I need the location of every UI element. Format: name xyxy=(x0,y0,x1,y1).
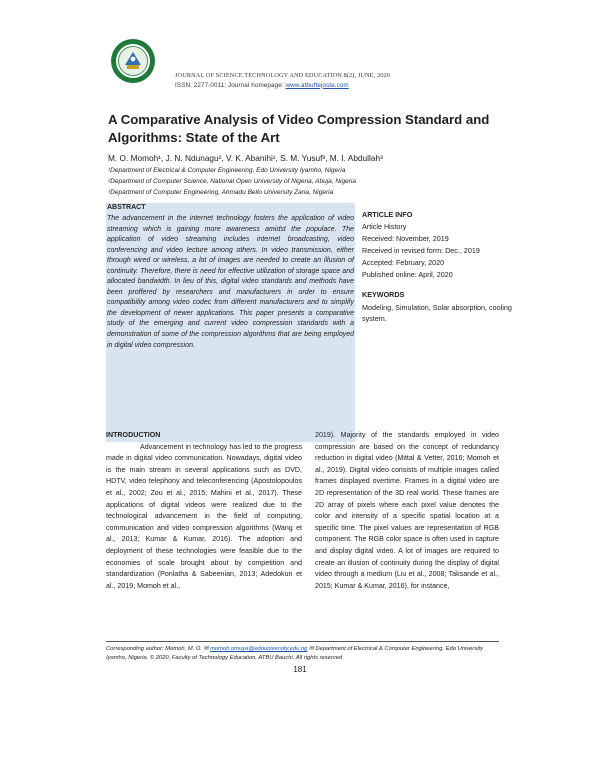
journal-issn: ISSN: 2277-0011; Journal homepage: xyxy=(175,81,286,89)
journal-header xyxy=(175,71,475,90)
email-icon: ✉ xyxy=(203,646,211,652)
page-number: 181 xyxy=(293,665,307,674)
affiliation-2: ²Department of Computer Science, National Open University of Nigeria, Abuja, Nigeria xyxy=(108,178,356,185)
body-column-right: 2019). Majority of the standards employed in video compression are based on the concept of redundancy reduction in digital video (Mittal & Vetter, 2016; Momoh et al., 2019). Digital video consists of multiple images called frames displayed overtime. Frames in a digital video are 2D representation of the 3D real world. These frames are 2D array of pixels where each pixel value denotes the color and intensity of a specific spatial location at a specific time. The pixel values are representation of RGB component. The RGB color space is often used in capture and display digital video. A lot of images are required to create an illusion of continuity during the display of digital video through a medium (Liu et al., 2008; Taksande et al., 2015; Kumar & Kumar, 2016), for instance, xyxy=(315,431,499,590)
accepted-date: Accepted: February, 2020 xyxy=(362,258,445,267)
university-seal-logo xyxy=(110,38,156,84)
abstract-text: The advancement in the internet technology fosters the application of video streaming which is gaining more awareness amidst the populace. The application of video streaming includes internet broadcasting, video conferencing and video lecture among others. In video transmission, either through wired or wireless, a lot of images are needed to create an illusion of continuity. Therefore, there is need for effective utilization of storage space and allocated bandwidth. In lieu of this, digital video standards and methods have been proffered by researchers and manufacturers in order to ensure compatibility among video codec from different manufacturers and to simplify the development of newer applications. This paper presents a comparative study of the emerging and current video compression standards with a demonstration of some of the compression algorithms that are being employed in digital video compression. xyxy=(107,215,354,349)
author-email-link[interactable]: momoh.omuya@edouniversity.edu.ng xyxy=(210,646,308,652)
journal-issn-line xyxy=(175,81,475,91)
corresponding-author-label: Corresponding author: Momoh, M. O. xyxy=(106,646,204,652)
introduction-heading: INTRODUCTION xyxy=(106,431,161,439)
abstract-heading: ABSTRACT xyxy=(107,204,146,211)
email-icon-2: ✉ xyxy=(307,646,314,652)
body-column-left xyxy=(106,430,302,592)
received-date: Received: November, 2019 xyxy=(362,234,449,243)
author-list: M. O. Momoh¹, J. N. Ndunagu², V. K. Abanihi¹, S. M. Yusuf³, M. I. Abdullah³ xyxy=(108,153,383,163)
introduction-paragraph: Advancement in technology has led to the progress made in digital video communication. Nowadays, digital video is the main stream in several applications such as DVD, HDTV, video telephony and teleconferencing (Apostolopoulos et al., 2002; Zou et al., 2015; Mahini et al., 2017). These applications of digital videos were realized due to the technological advancement in the field of computing, communication and video compression algorithms (Wang et al., 2013; Kumar & Kumar, 2016). The adoption and deployment of these technologies were feasible due to the economies of scale brought about by competition and standardization (Ponlatha & Sabeenian, 2013; Adedokun et al., 2019; Momoh et al., xyxy=(106,442,302,590)
footer-divider xyxy=(106,641,499,642)
affiliation-3: ³Department of Computer Engineering, Ahmadu Bello University Zaria, Nigeria xyxy=(108,189,334,196)
journal-homepage-link[interactable]: www.atbuftejoste.com xyxy=(285,81,349,89)
corresponding-author-note xyxy=(106,645,500,663)
copyright-text: Department of Electrical & Computer Engineering, Edo University Iyamho, Nigeria. © 2020, Faculty of Technology Education, ATBU Bauchi. All rights reserved xyxy=(106,646,484,661)
keywords-text: Modeling, Simulation, Solar absorption, cooling system. xyxy=(362,303,512,323)
article-info-heading: ARTICLE INFO xyxy=(362,210,413,219)
published-date: Published online: April, 2020 xyxy=(362,270,453,279)
journal-name: JOURNAL OF SCIENCE TECHNOLOGY AND EDUCATION 8(2), JUNE, 2020 xyxy=(175,72,390,79)
keywords-heading: KEYWORDS xyxy=(362,290,405,299)
revised-date: Received in revised form: Dec., 2019 xyxy=(362,246,480,255)
paper-title: A Comparative Analysis of Video Compression Standard and Algorithms: State of the Art xyxy=(108,112,490,145)
article-history-label: Article History xyxy=(362,222,407,231)
affiliation-1: ¹Department of Electrical & Computer Engineering, Edo University Iyamho, Nigeria xyxy=(108,167,346,174)
